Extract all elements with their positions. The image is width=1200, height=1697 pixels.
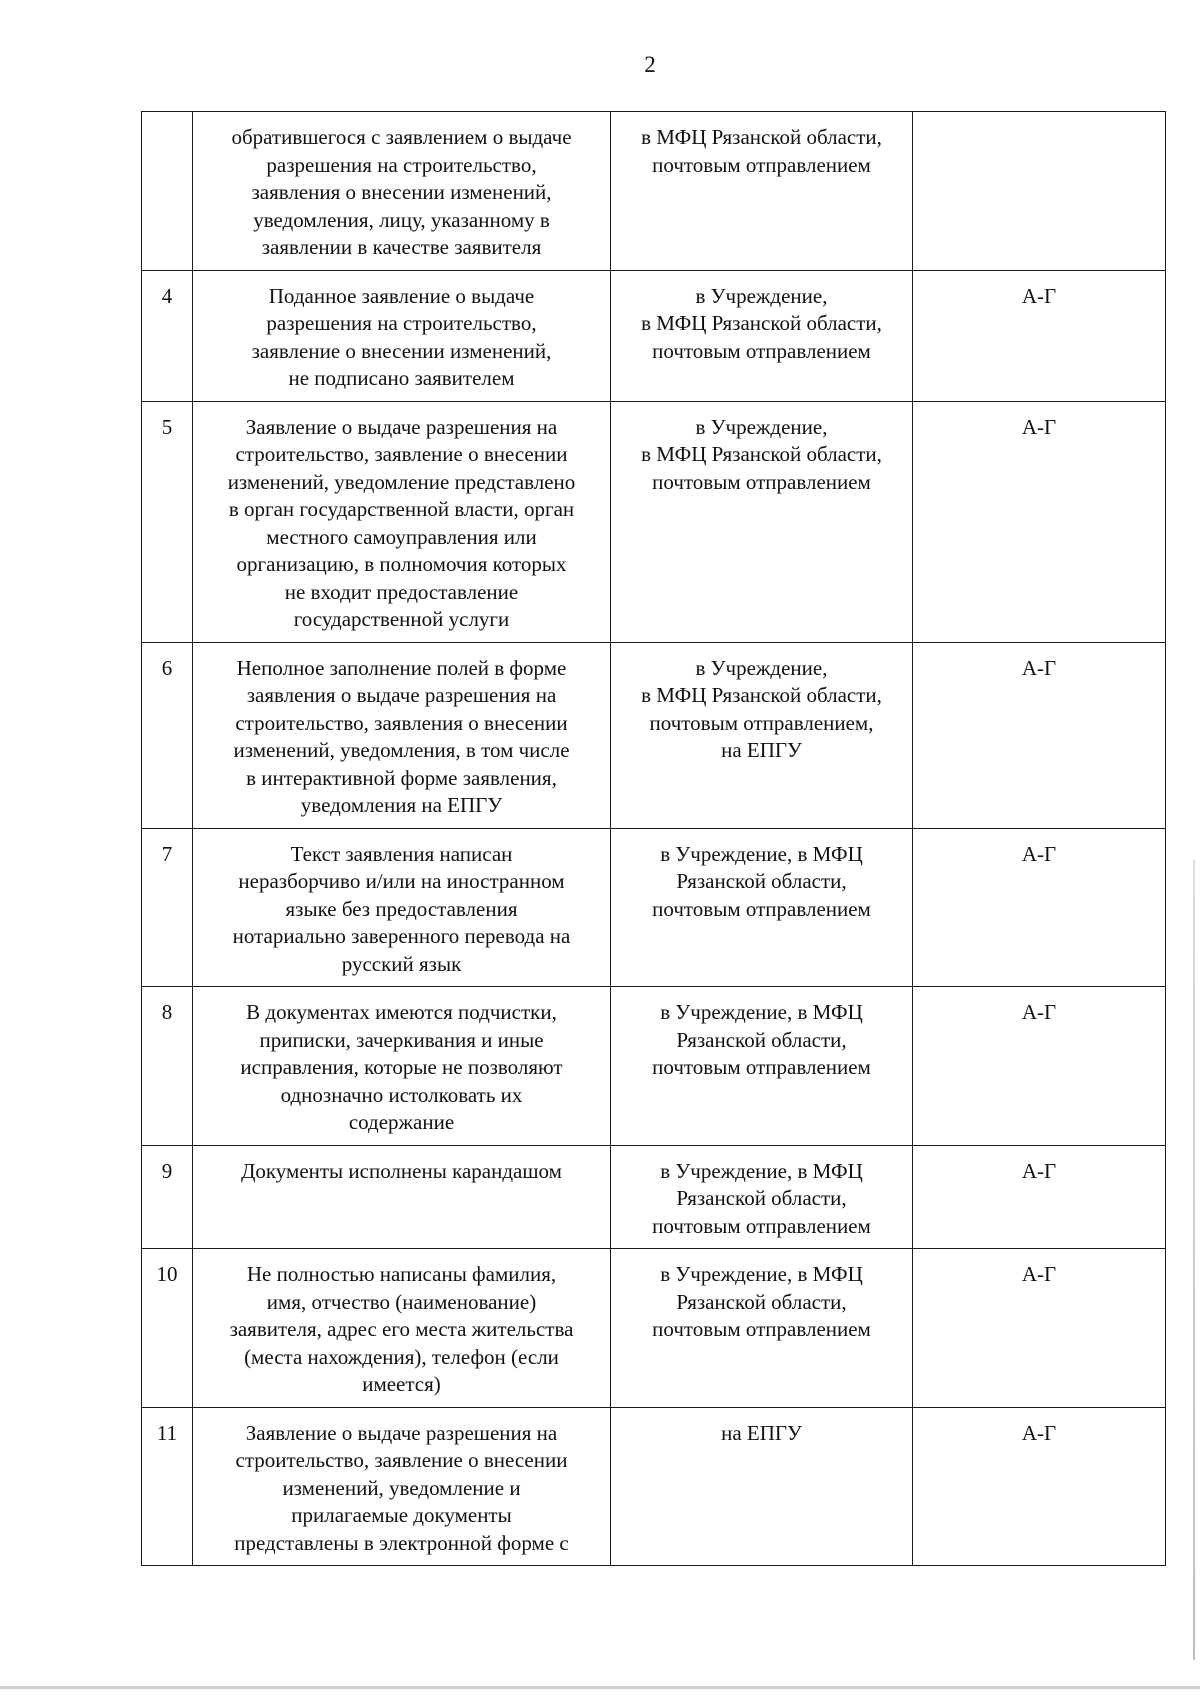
applicant-category-cell: А-Г — [913, 401, 1166, 642]
rejection-ground-line: обратившегося с заявлением о выдаче — [231, 125, 572, 149]
rejection-ground-cell — [193, 987, 611, 1146]
applicant-category-cell — [913, 112, 1166, 271]
grounds-table — [141, 111, 1166, 1566]
submission-channel-cell — [611, 1145, 913, 1249]
rejection-ground-line: приписки, зачеркивания и иные — [259, 1027, 544, 1052]
rejection-ground-line: организацию, в полномочия которых — [236, 552, 567, 576]
table-row — [142, 112, 1166, 271]
submission-channel-line: в МФЦ Рязанской области, — [641, 125, 882, 149]
rejection-ground-line: в интерактивной форме заявления, — [246, 765, 557, 790]
submission-channel-line: в МФЦ Рязанской области, — [641, 442, 882, 466]
row-number-cell: 11 — [142, 1407, 193, 1566]
rejection-ground-line: (места нахождения), телефон (если — [244, 1344, 559, 1369]
row-number-cell: 8 — [142, 987, 193, 1146]
applicant-category-cell: А-Г — [913, 642, 1166, 828]
submission-channel-line: Рязанской области, — [676, 869, 847, 893]
submission-channel-line: на ЕПГУ — [721, 1420, 802, 1445]
rejection-ground-cell — [193, 1249, 611, 1408]
page-number: 2 — [644, 52, 656, 77]
rejection-ground-cell — [193, 642, 611, 828]
rejection-ground-line: разрешения на строительство, — [266, 152, 537, 177]
submission-channel-line: почтовым отправлением — [652, 338, 871, 363]
table-row — [142, 1249, 1166, 1408]
row-number-cell: 4 — [142, 270, 193, 401]
rejection-ground-line: не подписано заявителем — [288, 366, 515, 390]
rejection-ground-line: Заявление о выдаче разрешения на — [245, 414, 558, 439]
rejection-ground-line: Документы исполнены карандашом — [241, 1158, 562, 1183]
rejection-ground-line: местного самоуправления или — [266, 524, 537, 549]
row-number-cell — [142, 112, 193, 271]
rejection-ground-line: прилагаемые документы — [291, 1503, 512, 1527]
rejection-ground-line: однозначно истолковать их — [280, 1082, 523, 1107]
rejection-ground-line: изменений, уведомления, в том числе — [233, 738, 570, 762]
row-number-cell: 6 — [142, 642, 193, 828]
rejection-ground-line: заявителя, адрес его места жительства — [229, 1317, 574, 1341]
table-row — [142, 642, 1166, 828]
rejection-ground-cell — [193, 270, 611, 401]
applicant-category-cell: А-Г — [913, 1145, 1166, 1249]
applicant-category-cell: А-Г — [913, 828, 1166, 987]
rejection-ground-line: изменений, уведомление представлено — [227, 469, 576, 494]
rejection-ground-line: заявления о выдаче разрешения на — [246, 683, 557, 707]
table-row — [142, 1407, 1166, 1566]
scan-edge-bottom — [0, 1686, 1200, 1689]
row-number-cell: 5 — [142, 401, 193, 642]
submission-channel-line: в Учреждение, в МФЦ — [660, 1158, 863, 1183]
submission-channel-line: почтовым отправлением — [652, 1055, 871, 1079]
submission-channel-line: почтовым отправлением, — [649, 710, 874, 735]
rejection-ground-line: исправления, которые не позволяют — [240, 1055, 563, 1079]
applicant-category-cell: А-Г — [913, 1407, 1166, 1566]
rejection-ground-cell — [193, 112, 611, 271]
submission-channel-line: почтовым отправлением — [652, 469, 871, 494]
rejection-ground-line: Не полностью написаны фамилия, — [246, 1262, 557, 1286]
scan-edge-right — [1193, 860, 1195, 1660]
submission-channel-cell — [611, 987, 913, 1146]
rejection-ground-cell — [193, 1145, 611, 1249]
applicant-category-cell: А-Г — [913, 1249, 1166, 1408]
rejection-ground-line: имя, отчество (наименование) — [266, 1289, 537, 1314]
submission-channel-line: почтовым отправлением — [652, 896, 871, 921]
rejection-ground-line: строительство, заявления о внесении — [235, 710, 568, 735]
submission-channel-line: Рязанской области, — [676, 1289, 847, 1314]
rejection-ground-cell — [193, 401, 611, 642]
submission-channel-line: в МФЦ Рязанской области, — [641, 311, 882, 335]
submission-channel-line: почтовым отправлением — [652, 1213, 871, 1238]
row-number-cell: 10 — [142, 1249, 193, 1408]
rejection-ground-line: заявления о внесении изменений, — [251, 180, 552, 204]
rejection-ground-line: уведомления на ЕПГУ — [300, 793, 503, 817]
submission-channel-cell — [611, 828, 913, 987]
row-number-cell: 7 — [142, 828, 193, 987]
rejection-ground-line: Неполное заполнение полей в форме — [236, 655, 567, 680]
rejection-ground-line: нотариально заверенного перевода на — [232, 924, 571, 948]
submission-channel-line: в Учреждение, — [695, 655, 828, 680]
rejection-ground-line: содержание — [348, 1110, 455, 1134]
rejection-ground-line: в орган государственной власти, орган — [228, 497, 575, 521]
table-row — [142, 1145, 1166, 1249]
submission-channel-line: в МФЦ Рязанской области, — [641, 683, 882, 707]
submission-channel-cell — [611, 642, 913, 828]
submission-channel-line: почтовым отправлением — [652, 1317, 871, 1341]
submission-channel-line: на ЕПГУ — [721, 738, 802, 762]
submission-channel-cell — [611, 401, 913, 642]
rejection-ground-line: уведомления, лицу, указанному в — [253, 207, 550, 232]
submission-channel-line: в Учреждение, — [695, 414, 828, 439]
submission-channel-line: Рязанской области, — [676, 1027, 847, 1052]
rejection-ground-line: заявление о внесении изменений, — [251, 338, 552, 363]
submission-channel-line: в Учреждение, в МФЦ — [660, 1000, 863, 1024]
rejection-ground-line: русский язык — [341, 951, 462, 976]
table-row — [142, 987, 1166, 1146]
rejection-ground-line: разрешения на строительство, — [266, 311, 537, 335]
rejection-ground-line: Поданное заявление о выдаче — [268, 283, 535, 308]
table-row — [142, 401, 1166, 642]
submission-channel-cell — [611, 1249, 913, 1408]
submission-channel-cell — [611, 1407, 913, 1566]
rejection-ground-cell — [193, 828, 611, 987]
grounds-table-body — [142, 112, 1166, 1566]
rejection-ground-line: представлены в электронной форме с — [234, 1530, 569, 1555]
rejection-ground-line: строительство, заявление о внесении — [235, 442, 568, 466]
row-number-cell: 9 — [142, 1145, 193, 1249]
rejection-ground-line: изменений, уведомление и — [282, 1475, 521, 1500]
rejection-ground-line: В документах имеются подчистки, — [246, 1000, 557, 1024]
applicant-category-cell: А-Г — [913, 270, 1166, 401]
rejection-ground-line: имеется) — [362, 1372, 441, 1396]
rejection-ground-line: не входит предоставление — [284, 579, 519, 604]
submission-channel-line: почтовым отправлением — [652, 152, 871, 177]
table-row — [142, 270, 1166, 401]
submission-channel-line: в Учреждение, в МФЦ — [660, 841, 863, 866]
table-row — [142, 828, 1166, 987]
submission-channel-line: в Учреждение, — [695, 283, 828, 308]
rejection-ground-line: языке без предоставления — [285, 896, 518, 921]
rejection-ground-line: государственной услуги — [293, 607, 510, 631]
applicant-category-cell: А-Г — [913, 987, 1166, 1146]
rejection-ground-line: строительство, заявление о внесении — [235, 1448, 568, 1472]
rejection-ground-line: Текст заявления написан — [290, 841, 513, 866]
submission-channel-line: Рязанской области, — [676, 1186, 847, 1210]
rejection-ground-line: неразборчиво и/или на иностранном — [238, 869, 565, 893]
submission-channel-line: в Учреждение, в МФЦ — [660, 1262, 863, 1286]
rejection-ground-line: заявлении в качестве заявителя — [261, 235, 542, 259]
rejection-ground-line: Заявление о выдаче разрешения на — [245, 1420, 558, 1445]
rejection-ground-cell — [193, 1407, 611, 1566]
submission-channel-cell — [611, 112, 913, 271]
submission-channel-cell — [611, 270, 913, 401]
